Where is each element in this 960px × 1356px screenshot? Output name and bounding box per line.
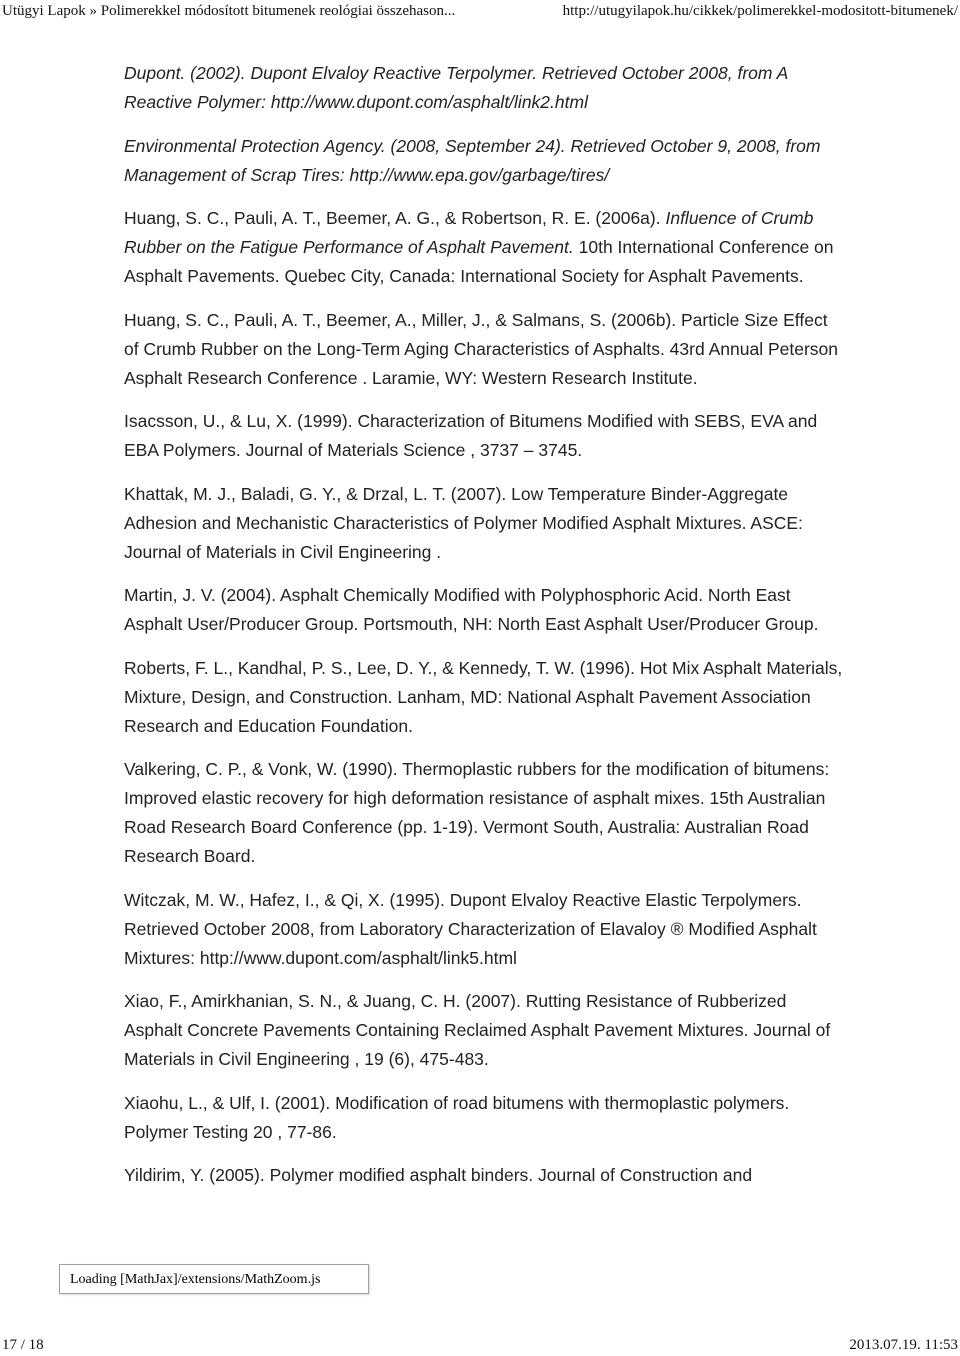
reference-title: Influence of Crumb Rubber on the Fatigue Performance of Asphalt Pavement. (124, 208, 814, 257)
reference-text: Isacsson, U., & Lu, X. (1999). Characterization of Bitumens Modified with SEBS, EVA and EBA Polymers. Journal of Materials Science , 3737 – 3745. (124, 411, 818, 460)
reference-text: Yildirim, Y. (2005). Polymer modified asphalt binders. Journal of Construction and (124, 1165, 753, 1185)
page-url: http://utugyilapok.hu/cikkek/polimerekkel-modositott-bitumenek/ (562, 3, 958, 19)
reference-item (124, 480, 844, 567)
reference-source: 10th International Conference on Asphalt Pavements. Quebec City, Canada: International Society for Asphalt Pavements. (124, 237, 834, 286)
print-footer (0, 1336, 960, 1356)
reference-item (124, 204, 844, 291)
reference-text: Khattak, M. J., Baladi, G. Y., & Drzal, L. T. (2007). Low Temperature Binder-Aggregate Adhesion and Mechanistic Characteristics of Polymer Modified Asphalt Mixtures. ASCE: Journal of Materials in Civil Engineering . (124, 483, 803, 562)
reference-text: Martin, J. V. (2004). Asphalt Chemically Modified with Polyphosphoric Acid. North East Asphalt User/Producer Group. Portsmouth, NH: North East Asphalt User/Producer Group. (124, 585, 819, 634)
reference-item (124, 59, 844, 117)
reference-text: Roberts, F. L., Kandhal, P. S., Lee, D. Y., & Kennedy, T. W. (1996). Hot Mix Asphalt Materials, Mixture, Design, and Construction. Lanham, MD: National Asphalt Pavement Association Research and Education Foundation. (124, 657, 843, 736)
reference-text: Huang, S. C., Pauli, A. T., Beemer, A., Miller, J., & Salmans, S. (2006b). Particle Size Effect of Crumb Rubber on the Long-Term Aging Characteristics of Asphalts. 43rd Annual Peterson Asphalt Research Conference . Laramie, WY: Western Research Institute. (124, 309, 839, 388)
reference-text: Witczak, M. W., Hafez, I., & Qi, X. (1995). Dupont Elvaloy Reactive Elastic Terpolymers. Retrieved October 2008, from Laboratory Characterization of Elavaloy ® Modified Asphalt Mixtures: http://www.dupont.com/asphalt/link5.html (124, 889, 817, 968)
reference-item (124, 654, 844, 741)
reference-list (124, 59, 844, 1190)
print-header (0, 0, 960, 26)
reference-item (124, 755, 844, 871)
reference-item (124, 407, 844, 465)
page-title: Utügyi Lapok » Polimerekkel módosított bitumenek reológiai összehason... (2, 3, 456, 19)
reference-text: Xiaohu, L., & Ulf, I. (2001). Modification of road bitumens with thermoplastic polymers. Polymer Testing 20 , 77-86. (124, 1092, 790, 1142)
reference-item (124, 886, 844, 973)
reference-text: Xiao, F., Amirkhanian, S. N., & Juang, C. H. (2007). Rutting Resistance of Rubberized Asphalt Concrete Pavements Containing Reclaimed Asphalt Pavement Mixtures. Journal of Materials in Civil Engineering , 19 (6), 475-483. (124, 991, 831, 1069)
print-datetime: 2013.07.19. 11:53 (849, 1337, 958, 1353)
reference-item-partial (124, 1161, 844, 1190)
reference-item (124, 1089, 844, 1147)
reference-item (124, 987, 844, 1074)
reference-text: Environmental Protection Agency. (2008, September 24). Retrieved October 9, 2008, from Management of Scrap Tires: http://www.epa.gov/garbage/tires/ (124, 135, 821, 185)
reference-item (124, 306, 844, 393)
mathjax-loading-message: Loading [MathJax]/extensions/MathZoom.js (59, 1264, 369, 1294)
reference-text: Valkering, C. P., & Vonk, W. (1990). Thermoplastic rubbers for the modification of bitumens: Improved elastic recovery for high deformation resistance of asphalt mixes. 15th Australian Road Research Board Conference (pp. 1-19). Vermont South, Australia: Australian Road Research Board. (124, 759, 830, 866)
page-number: 17 / 18 (2, 1337, 44, 1353)
reference-authors: Huang, S. C., Pauli, A. T., Beemer, A. G., & Robertson, R. E. (2006a). (124, 208, 666, 228)
reference-item (124, 132, 844, 190)
reference-text: Dupont. (2002). Dupont Elvaloy Reactive Terpolymer. Retrieved October 2008, from A Reactive Polymer: http://www.dupont.com/asphalt/link2.html (124, 63, 788, 112)
reference-item (124, 581, 844, 639)
